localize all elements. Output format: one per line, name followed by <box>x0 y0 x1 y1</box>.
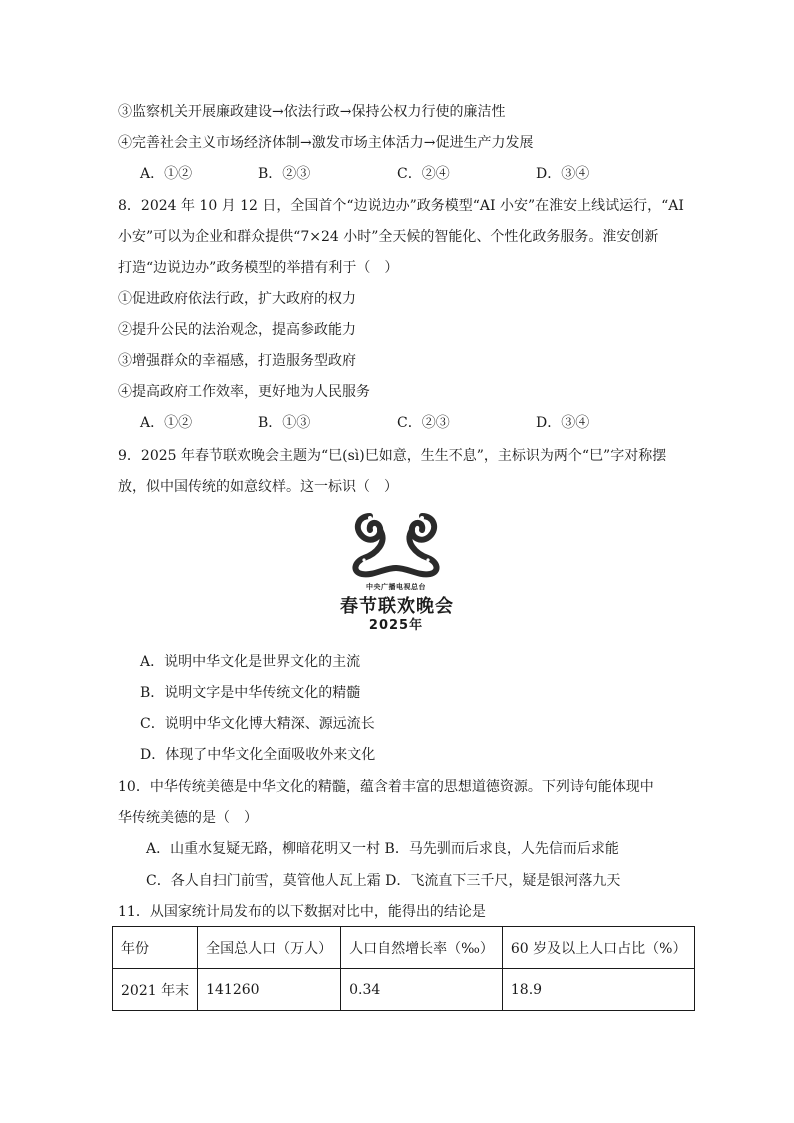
q9-option-a[interactable]: A．说明中华文化是世界文化的主流 <box>140 654 361 670</box>
q7-item-4: ④完善社会主义市场经济体制→激发市场主体活力→促进生产力发展 <box>118 135 534 151</box>
table-row <box>113 969 695 1011</box>
q8-item-1: ①促进政府依法行政，扩大政府的权力 <box>118 291 356 307</box>
spring-festival-gala-logo <box>340 508 452 638</box>
q8-item-2: ②提升公民的法治观念，提高参政能力 <box>118 322 356 338</box>
q8-item-4: ④提高政府工作效率，更好地为人民服务 <box>118 384 370 400</box>
q10-options-row-1[interactable]: A．山重水复疑无路，柳暗花明又一村 B．马先驯而后求良，人先信而后求能 <box>146 841 619 857</box>
q8-stem-line-1: 8．2024 年 10 月 12 日，全国首个“边说边办”政务模型“AI 小安”在淮安上线试运行，“AI <box>118 198 684 214</box>
q9-stem-line-1: 9．2025 年春节联欢晚会主题为“巳(sì)巳如意，生生不息”，主标识为两个“巳”字对称摆 <box>118 448 667 464</box>
table-header-cell: 人口自然增长率（‰） <box>341 927 503 969</box>
table-cell: 2021 年末 <box>113 969 198 1011</box>
q8-stem-line-3: 打造“边说边办”政务模型的举措有利于（ ） <box>118 260 399 276</box>
q9-option-c[interactable]: C．说明中华文化博大精深、源远流长 <box>140 716 375 732</box>
table-header-cell: 60 岁及以上人口占比（%） <box>502 927 695 969</box>
q10-stem-line-1: 10．中华传统美德是中华文化的精髓，蕴含着丰富的思想道德资源。下列诗句能体现中 <box>118 779 654 795</box>
population-stats-table <box>112 926 695 1011</box>
q7-option-b[interactable]: B．②③ <box>258 166 311 182</box>
table-cell: 141260 <box>198 969 341 1011</box>
q8-stem-line-2: 小安”可以为企业和群众提供“7×24 小时”全天候的智能化、个性化政务服务。淮安创新 <box>118 229 659 245</box>
logo-org-text: 中央广播电视总台 <box>366 583 426 591</box>
q11-stem-line-1: 11．从国家统计局发布的以下数据对比中，能得出的结论是 <box>118 904 486 920</box>
table-cell: 0.34 <box>341 969 503 1011</box>
q8-option-b[interactable]: B．①③ <box>258 415 311 431</box>
q9-option-b[interactable]: B．说明文字是中华传统文化的精髓 <box>140 685 361 701</box>
si-si-ruyi-emblem-icon <box>340 508 452 580</box>
q10-stem-line-2: 华传统美德的是（ ） <box>118 810 258 826</box>
q9-option-d[interactable]: D．体现了中华文化全面吸收外来文化 <box>140 747 376 763</box>
q10-options-row-2[interactable]: C．各人自扫门前雪，莫管他人瓦上霜 D．飞流直下三千尺，疑是银河落九天 <box>146 873 621 889</box>
q7-option-c[interactable]: C．②④ <box>397 166 450 182</box>
table-header-row <box>113 927 695 969</box>
table-cell: 18.9 <box>502 969 695 1011</box>
q7-options <box>140 164 660 184</box>
table-header-cell: 全国总人口（万人） <box>198 927 341 969</box>
logo-year-text: 2025年 <box>368 618 424 633</box>
logo-title-text: 春节联欢晚会 <box>340 596 454 617</box>
q8-option-d[interactable]: D．③④ <box>536 415 590 431</box>
q7-option-a[interactable]: A．①② <box>140 166 193 182</box>
q8-option-a[interactable]: A．①② <box>140 415 193 431</box>
q7-option-d[interactable]: D．③④ <box>536 166 590 182</box>
table-header-cell: 年份 <box>113 927 198 969</box>
q8-options <box>140 413 660 433</box>
q9-stem-line-2: 放，似中国传统的如意纹样。这一标识（ ） <box>118 479 398 495</box>
q8-option-c[interactable]: C．②③ <box>397 415 450 431</box>
q7-item-3: ③监察机关开展廉政建设→依法行政→保持公权力行使的廉洁性 <box>118 104 506 120</box>
q8-item-3: ③增强群众的幸福感，打造服务型政府 <box>118 353 356 369</box>
